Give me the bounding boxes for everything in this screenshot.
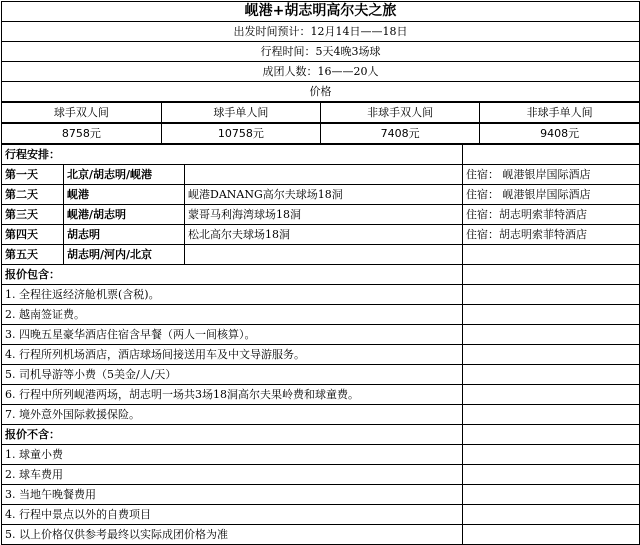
includes-row xyxy=(2,325,640,345)
includes-item: 6. 行程中所列岘港两场，胡志明一场共3场18洞高尔夫果岭费和球童费。 xyxy=(2,385,463,405)
duration-row xyxy=(2,42,640,62)
includes-heading-row xyxy=(2,265,640,285)
price-heading: 价格 xyxy=(2,82,640,102)
excludes-item: 1. 球童小费 xyxy=(2,445,463,465)
group-size: 成团人数：16——20人 xyxy=(2,62,640,82)
excludes-item: 2. 球车费用 xyxy=(2,465,463,485)
day-label: 第一天 xyxy=(2,165,64,185)
day-hotel: 住宿：胡志明索菲特酒店 xyxy=(463,205,640,225)
empty-cell xyxy=(463,425,640,445)
day-course: 岘港DANANG高尔夫球场18洞 xyxy=(185,185,463,205)
includes-row xyxy=(2,405,640,425)
page-title: 岘港+胡志明高尔夫之旅 xyxy=(2,2,640,22)
excludes-item: 3. 当地午晚餐费用 xyxy=(2,485,463,505)
day-row xyxy=(2,165,640,185)
excludes-item: 4. 行程中景点以外的自费项目 xyxy=(2,505,463,525)
day-route: 北京/胡志明/岘港 xyxy=(64,165,185,185)
empty-cell xyxy=(463,505,640,525)
day-route: 岘港 xyxy=(64,185,185,205)
includes-item: 2. 越南签证费。 xyxy=(2,305,463,325)
price-value-row xyxy=(2,123,640,145)
day-row xyxy=(2,245,640,265)
group-size-row xyxy=(2,62,640,82)
price-header-row xyxy=(2,102,640,124)
empty-cell xyxy=(463,365,640,385)
day-row xyxy=(2,225,640,245)
price-header-cell-1: 球手单人间 xyxy=(161,103,320,123)
empty-cell xyxy=(463,325,640,345)
day-course xyxy=(185,245,463,265)
day-course: 蒙哥马利海湾球场18洞 xyxy=(185,205,463,225)
day-label: 第三天 xyxy=(2,205,64,225)
price-value-cell-1: 10758元 xyxy=(161,124,320,144)
departure-time: 出发时间预计：12月14日——18日 xyxy=(2,22,640,42)
empty-cell xyxy=(463,405,640,425)
itinerary-heading-row xyxy=(2,145,640,165)
includes-row xyxy=(2,385,640,405)
day-route: 胡志明/河内/北京 xyxy=(64,245,185,265)
day-route: 岘港/胡志明 xyxy=(64,205,185,225)
includes-row xyxy=(2,305,640,325)
excludes-heading-row xyxy=(2,425,640,445)
includes-row xyxy=(2,365,640,385)
price-header-cell-0: 球手双人间 xyxy=(2,103,161,123)
price-header-cell-2: 非球手双人间 xyxy=(321,103,480,123)
departure-row xyxy=(2,22,640,42)
day-label: 第四天 xyxy=(2,225,64,245)
price-value-cell-0: 8758元 xyxy=(2,124,161,144)
day-hotel: 住宿： 岘港银岸国际酒店 xyxy=(463,165,640,185)
empty-cell xyxy=(463,345,640,365)
empty-cell xyxy=(463,445,640,465)
excludes-item: 5. 以上价格仅供参考最终以实际成团价格为准 xyxy=(2,525,463,545)
includes-item: 4. 行程所列机场酒店，酒店球场间接送用车及中文导游服务。 xyxy=(2,345,463,365)
empty-cell xyxy=(463,385,640,405)
empty-cell xyxy=(463,485,640,505)
itinerary-heading: 行程安排： xyxy=(2,145,463,165)
price-header-cell-3: 非球手单人间 xyxy=(480,103,639,123)
price-value-cell-2: 7408元 xyxy=(321,124,480,144)
trip-duration: 行程时间：5天4晚3场球 xyxy=(2,42,640,62)
includes-item: 7. 境外意外国际救援保险。 xyxy=(2,405,463,425)
day-row xyxy=(2,185,640,205)
day-hotel xyxy=(463,245,640,265)
empty-cell xyxy=(463,285,640,305)
day-route: 胡志明 xyxy=(64,225,185,245)
includes-row xyxy=(2,285,640,305)
empty-cell xyxy=(463,525,640,545)
price-heading-row xyxy=(2,82,640,102)
includes-row xyxy=(2,345,640,365)
includes-item: 5. 司机导游等小费（5美金/人/天） xyxy=(2,365,463,385)
excludes-heading: 报价不含： xyxy=(2,425,463,445)
day-hotel: 住宿： 岘港银岸国际酒店 xyxy=(463,185,640,205)
excludes-row xyxy=(2,445,640,465)
day-row xyxy=(2,205,640,225)
includes-heading: 报价包含： xyxy=(2,265,463,285)
excludes-row xyxy=(2,505,640,525)
itinerary-sheet xyxy=(1,1,640,545)
empty-cell xyxy=(463,305,640,325)
day-hotel: 住宿：胡志明索菲特酒店 xyxy=(463,225,640,245)
includes-item: 1. 全程往返经济舱机票(含税)。 xyxy=(2,285,463,305)
day-course: 松北高尔夫球场18洞 xyxy=(185,225,463,245)
empty-cell xyxy=(463,145,640,165)
price-value-cell-3: 9408元 xyxy=(480,124,639,144)
day-label: 第二天 xyxy=(2,185,64,205)
day-course xyxy=(185,165,463,185)
empty-cell xyxy=(463,465,640,485)
excludes-row xyxy=(2,465,640,485)
empty-cell xyxy=(463,265,640,285)
title-row xyxy=(2,2,640,22)
excludes-row xyxy=(2,525,640,545)
day-label: 第五天 xyxy=(2,245,64,265)
excludes-row xyxy=(2,485,640,505)
includes-item: 3. 四晚五星豪华酒店住宿含早餐（两人一间核算）。 xyxy=(2,325,463,345)
